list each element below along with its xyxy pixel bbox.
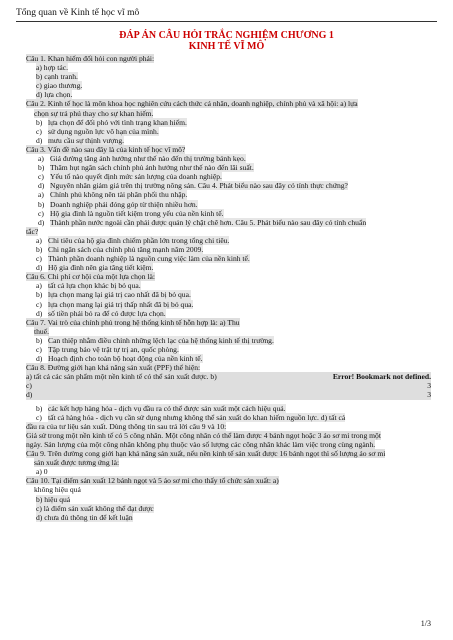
document-title	[0, 30, 453, 52]
question-1-text: Câu 1. Khan hiếm đối hỏi con người phải:	[26, 54, 155, 63]
question-10-text: Câu 10. Tại điểm sản xuất 12 bánh ngọt và 5 áo sơ mi cho thấy tổ chức sản xuất: a)	[26, 476, 279, 486]
q2-option-b: lựa chọn để đối phó với tình trạng khan hiếm.	[48, 117, 187, 127]
q8-option-a: a) tất cả các sản phẩm một nền kinh tế có thể sản xuất được. b)	[26, 372, 217, 382]
info-paragraph-line-1: Giả sử trong một nền kinh tế có 5 công nhân. Một công nhân có thể làm được 4 bánh ngọt hoặc 3 áo sơ mi trong một	[26, 430, 381, 440]
q10-option-b: b) hiệu quả	[36, 494, 71, 504]
q8-option-b: các kết hợp hàng hóa - dịch vụ đầu ra có thể được sản xuất một cách hiệu quả.	[48, 403, 286, 413]
bookmark-error: Error! Bookmark not defined.	[332, 372, 431, 382]
q3-option-b: Thâm hụt ngân sách chính phủ ảnh hưởng như thế nào đến lãi suất.	[50, 163, 254, 173]
q2-option-c: sử dụng nguồn lực vô hạn của mình.	[48, 126, 159, 136]
q1-option-a: a) hợp tác.	[36, 63, 69, 73]
q5-option-d: Hộ gia đình nên gia tăng tiết kiệm.	[48, 263, 154, 273]
running-header: Tổng quan về Kinh tế học vĩ mô	[16, 8, 140, 18]
question-2-text: Câu 2. Kinh tế học là môn khoa học nghiên cứu cách thức cá nhân, doanh nghiệp, chính phủ và xã hội: a) lựa	[26, 99, 358, 109]
question-3-text: Câu 3. Vấn đề nào sau đây là của kinh tế học vĩ mô?	[26, 144, 186, 154]
question-6: Câu 6. Chi phí cơ hội của một lựa chọn là: a) tất cả lựa chọn khác bị bỏ qua. b) lựa chọn mang lại giá trị cao nhất đã bị bỏ qua. c) lựa chọn mang lại giá trị thấp nhất đã bị bỏ qua. d) số tiền phải bỏ ra để có được lựa chọn.	[26, 272, 194, 318]
q1-option-b: b) cạnh tranh.	[36, 72, 78, 82]
q8-option-d-label: d)	[26, 390, 33, 400]
question-10	[26, 476, 431, 521]
q8-option-c-cont: đầu ra của tư liệu sản xuất. Dùng thông tin sau trả lời câu 9 và 10:	[26, 421, 227, 431]
question-9-text-cont: sản xuất được tương ứng là:	[34, 458, 120, 468]
question-7: Câu 7. Vai trò của chính phủ trong hệ thống kinh tế hỗn hợp là: a) Thu thuế. b) Can thiệp nhằm điều chỉnh những lệch lạc của hệ thống kinh tế thị trường. c) Tập trung bảo vệ trật tự trị an, quốc phòng. d) Hoạch định cho toàn bộ hoạt động của nền kinh tế.	[26, 317, 274, 364]
q6-option-c: lựa chọn mang lại giá trị thấp nhất đã bị bỏ qua.	[48, 299, 194, 309]
question-4: a) Chính phủ không nên tài phân phối thu nhập. b) Doanh nghiệp phải đóng góp từ thiện nhiều hơn. c) Hộ gia đình là nguồn tiết kiệm trong yếu của nền kinh tế. d) Thành phần nước ngoài cần phải được quản lý chặt chẽ hơn. Câu 5. Phát biểu nào sau đây có tính chuẩn tắc?	[26, 190, 367, 236]
q7-option-b: Can thiệp nhằm điều chỉnh những lệch lạc của hệ thống kinh tế thị trường.	[48, 335, 274, 345]
q8-toc-row-a	[26, 372, 431, 381]
q8-toc-row-c	[26, 381, 431, 390]
question-9	[26, 449, 431, 476]
question-5: a) Chi tiêu của hộ gia đình chiếm phần lớn trong tổng chi tiêu. b) Chi ngân sách của chính phủ tăng mạnh năm 2009. c) Thành phần doanh nghiệp là nguồn cung việc làm của nền kinh tế. d) Hộ gia đình nên gia tăng tiết kiệm.	[36, 235, 250, 273]
header-rule	[16, 21, 437, 22]
document-body	[26, 54, 431, 522]
q10-option-c: c) là điểm sản xuất không thể đạt được	[36, 503, 154, 513]
question-1	[26, 54, 431, 99]
q2-option-d: mưu cầu sự thịnh vượng.	[48, 135, 125, 145]
q10-option-d: d) chưa đủ thông tin để kết luận	[36, 512, 133, 522]
q3-option-a: Giá đường tăng ảnh hưởng như thế nào đến thị trường bánh kẹo.	[50, 154, 246, 164]
q8-option-c-page: 3	[427, 381, 431, 391]
q6-option-b: lựa chọn mang lại giá trị cao nhất đã bị bỏ qua.	[48, 290, 191, 300]
q3-option-c: Yếu tố nào quyết định mức sản lượng của doanh nghiệp.	[50, 172, 222, 182]
q4-option-a: Chính phủ không nên tài phân phối thu nhập.	[50, 190, 188, 200]
question-2-text-cont: chọn sự trả phú thay cho sự khan hiếm.	[34, 108, 154, 118]
q6-option-d: số tiền phải bỏ ra để có được lựa chọn.	[48, 308, 166, 318]
title-line-2: KINH TẾ VĨ MÔ	[188, 41, 265, 52]
q1-option-c: c) giao thương.	[36, 81, 83, 91]
question-9-text: Câu 9. Trên đường cong giới hạn khả năng sản xuất, nếu nền kinh tế sản xuất được 16 bánh ngọt thì số lượng áo sơ mi	[26, 449, 386, 459]
title-line-1: ĐÁP ÁN CÂU HỎI TRẮC NGHIỆM CHƯƠNG 1	[119, 30, 334, 41]
info-paragraph-line-2: ngày. Sản lượng của một công nhân không phụ thuộc vào số lượng các công nhân khác làm việc trong cùng ngành.	[26, 439, 376, 449]
question-3: Câu 3. Vấn đề nào sau đây là của kinh tế học vĩ mô? a) Giá đường tăng ảnh hưởng như thế nào đến thị trường bánh kẹo. b) Thâm hụt ngân sách chính phủ ảnh hưởng như thế nào đến lãi suất. c) Yếu tố nào quyết định mức sản lượng của doanh nghiệp. d) Nguyên nhân giảm giá trên thị trường nông sản. Câu 4. Phát biểu nào sau đây có tính thực chứng?	[26, 144, 348, 191]
q1-option-d: d) lựa chọn.	[36, 90, 73, 100]
question-8-text: Câu 8. Đường giới hạn khả năng sản xuất (PPF) thể hiện:	[26, 363, 201, 373]
q7-option-c: Tập trung bảo vệ trật tự trị an, quốc phòng.	[48, 345, 179, 354]
q3-option-d: Nguyên nhân giảm giá trên thị trường nông sản. Câu 4. Phát biểu nào sau đây có tính thực chứng?	[50, 181, 348, 191]
q5-option-a: Chi tiêu của hộ gia đình chiếm phần lớn trong tổng chi tiêu.	[48, 235, 230, 245]
question-7-text: Câu 7. Vai trò của chính phủ trong hệ thống kinh tế hỗn hợp là: a) Thu	[26, 317, 240, 327]
q6-option-a: tất cả lựa chọn khác bị bỏ qua.	[48, 281, 141, 291]
question-7-text-cont: thuế.	[34, 326, 49, 336]
question-2: Câu 2. Kinh tế học là môn khoa học nghiên cứu cách thức cá nhân, doanh nghiệp, chính phủ và xã hội: a) lựa chọn sự trả phú thay cho sự khan hiếm. b) lựa chọn để đối phó với tình trạng khan hiếm. c) sử dụng nguồn lực vô hạn của mình. d) mưu cầu sự thịnh vượng.	[26, 99, 358, 145]
q8-toc-row-d	[26, 390, 431, 399]
q8-option-d-page: 3	[427, 390, 431, 400]
q7-option-d: Hoạch định cho toàn bộ hoạt động của nền kinh tế.	[48, 354, 203, 364]
q8-option-c: tất cả hàng hóa - dịch vụ cần sử dụng nhưng không thể sản xuất do khan hiếm nguồn lực. d) tất cả	[48, 412, 346, 422]
page-number: 1/3	[420, 619, 431, 628]
q4-option-d-cont: tắc?	[26, 226, 39, 236]
q5-option-c: Thành phần doanh nghiệp là nguồn cung việc làm của nền kinh tế.	[48, 254, 250, 264]
question-6-text: Câu 6. Chi phí cơ hội của một lựa chọn là:	[26, 272, 155, 282]
question-8: Câu 8. Đường giới hạn khả năng sản xuất (PPF) thể hiện: a) tất cả các sản phẩm một nền kinh tế có thể sản xuất được. b) Error! Bookmark not defined. c) 3 d) 3 b) các kết hợp hàng hóa - dịch vụ đầu ra có thể được sản xuất một cách hiệu quả. c) tất cả hàng hóa - dịch vụ cần sử dụng nhưng không thể sản xuất do khan hiếm nguồn lực. d) tất cả đầu ra của tư liệu sản xuất. Dùng thông tin sau trả lời câu 9 và 10: Giả sử trong một nền kinh tế có 5 công nhân. Một công nhân có thể làm được 4 bánh ngọt hoặc 3 áo sơ mi trong một ngày. Sản lượng của một công nhân không phụ thuộc vào số lượng các công nhân khác làm việc trong cùng ngành.	[26, 363, 431, 449]
q5-option-b: Chi ngân sách của chính phủ tăng mạnh năm 2009.	[48, 244, 204, 254]
q10-option-a: không hiệu quả	[34, 485, 81, 495]
q9-option-a: a) 0	[36, 467, 48, 477]
q8-option-c-label: c)	[26, 381, 32, 391]
q4-option-b: Doanh nghiệp phải đóng góp từ thiện nhiều hơn.	[50, 199, 198, 209]
q4-option-c: Hộ gia đình là nguồn tiết kiệm trong yếu của nền kinh tế.	[50, 208, 224, 218]
q4-option-d: Thành phần nước ngoài cần phải được quản lý chặt chẽ hơn. Câu 5. Phát biểu nào sau đây có tính chuẩn	[50, 217, 367, 227]
